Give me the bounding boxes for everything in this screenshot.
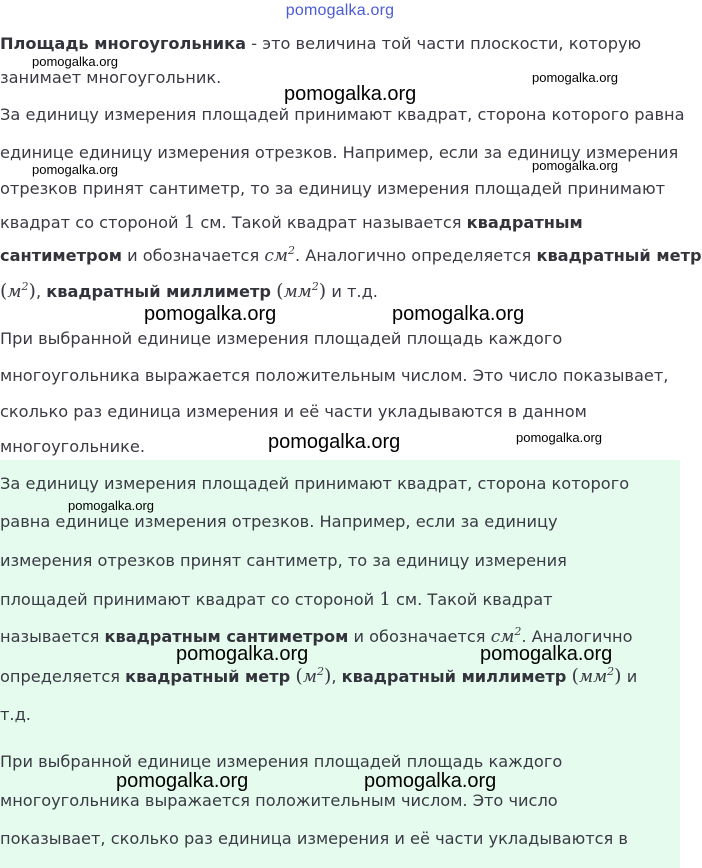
math-m2: $м^2$ bbox=[302, 665, 324, 687]
paragraph-unit-line-2: единице единицу измерения отрезков. Например, если за единицу измерения bbox=[0, 143, 679, 162]
highlight-paragraph-measure-line-3: показывает, сколько раз единица измерения и её части укладываются в bbox=[0, 829, 628, 848]
term-square-meter: квадратный метр bbox=[536, 246, 702, 265]
paragraph-unit-line-3: отрезков принят сантиметр, то за единицу измерения площадей принимают bbox=[0, 179, 666, 198]
highlight-paragraph-unit-line-7: т.д. bbox=[0, 705, 31, 724]
watermark: pomogalka.org bbox=[144, 303, 277, 325]
paragraph-unit-line-5: сантиметром и обозначается $см^2$. Аналогично определяется квадратный метр bbox=[0, 244, 702, 266]
watermark: pomogalka.org bbox=[480, 643, 613, 665]
paragraph-unit-line-6: $(м^2)$, квадратный миллиметр $(мм^2)$ и т.д. bbox=[0, 280, 378, 302]
paragraph-measure-line-4: многоугольнике. bbox=[0, 437, 145, 456]
term-square-cm-1: квадратным bbox=[466, 213, 583, 232]
term-polygon-area: Площадь многоугольника bbox=[0, 34, 247, 53]
paragraph-measure-line-1: При выбранной единице измерения площадей площадь каждого bbox=[0, 329, 563, 348]
site-logo[interactable]: pomogalka.org bbox=[285, 2, 395, 19]
math-cm2: $см^2$ bbox=[490, 625, 522, 647]
watermark: pomogalka.org bbox=[116, 770, 249, 792]
watermark: pomogalka.org bbox=[176, 643, 309, 665]
term-square-meter: квадратный метр bbox=[125, 667, 291, 686]
watermark: pomogalka.org bbox=[32, 54, 118, 69]
paragraph-measure-line-3: сколько раз единица измерения и её части укладываются в данном bbox=[0, 402, 587, 421]
highlight-paragraph-unit-line-5: называется квадратным сантиметром и обозначается $см^2$. Аналогично bbox=[0, 625, 633, 647]
term-square-cm: квадратным сантиметром bbox=[104, 627, 349, 646]
highlight-paragraph-measure-line-2: многоугольника выражается положительным числом. Это число bbox=[0, 791, 558, 810]
watermark: pomogalka.org bbox=[268, 431, 401, 453]
highlight-paragraph-unit-line-6: определяется квадратный метр $(м^2)$, квадратный миллиметр $(мм^2)$ и bbox=[0, 665, 638, 687]
math-mm2: $мм^2$ bbox=[283, 280, 319, 302]
watermark: pomogalka.org bbox=[68, 498, 154, 513]
highlight-paragraph-unit-line-1: За единицу измерения площадей принимают квадрат, сторона которого bbox=[0, 474, 630, 493]
paragraph-measure-line-2: многоугольника выражается положительным числом. Это число показывает, bbox=[0, 366, 669, 385]
highlight-paragraph-measure-line-1: При выбранной единице измерения площадей площадь каждого bbox=[0, 752, 563, 771]
highlight-paragraph-unit-line-4: площадей принимают квадрат со стороной 1 см. Такой квадрат bbox=[0, 589, 553, 610]
paragraph-definition-line-1: Площадь многоугольника - это величина той части плоскости, которую bbox=[0, 34, 642, 53]
paragraph-unit-line-4: квадрат со стороной 1 см. Такой квадрат называется квадратным bbox=[0, 212, 583, 233]
watermark: pomogalka.org bbox=[364, 770, 497, 792]
watermark: pomogalka.org bbox=[32, 162, 118, 177]
highlight-paragraph-unit-line-2: равна единице измерения отрезков. Например, если за единицу bbox=[0, 512, 558, 531]
term-square-cm-2: сантиметром bbox=[0, 246, 122, 265]
highlight-paragraph-unit-line-3: измерения отрезков принят сантиметр, то за единицу измерения bbox=[0, 551, 567, 570]
watermark: pomogalka.org bbox=[516, 430, 602, 445]
math-number: 1 bbox=[379, 589, 391, 610]
watermark: pomogalka.org bbox=[284, 83, 417, 105]
math-cm2: $см^2$ bbox=[264, 244, 295, 266]
math-m2: $м^2$ bbox=[7, 280, 29, 302]
term-square-mm: квадратный миллиметр bbox=[341, 667, 567, 686]
watermark: pomogalka.org bbox=[392, 303, 525, 325]
paragraph-unit-line-1: За единицу измерения площадей принимают квадрат, сторона которого равна bbox=[0, 105, 685, 124]
term-square-mm: квадратный миллиметр bbox=[46, 282, 271, 301]
math-number: 1 bbox=[183, 212, 196, 233]
watermark: pomogalka.org bbox=[532, 70, 618, 85]
math-mm2: $мм^2$ bbox=[578, 665, 615, 687]
paragraph-definition-line-2: занимает многоугольник. bbox=[0, 68, 222, 87]
watermark: pomogalka.org bbox=[532, 158, 618, 173]
